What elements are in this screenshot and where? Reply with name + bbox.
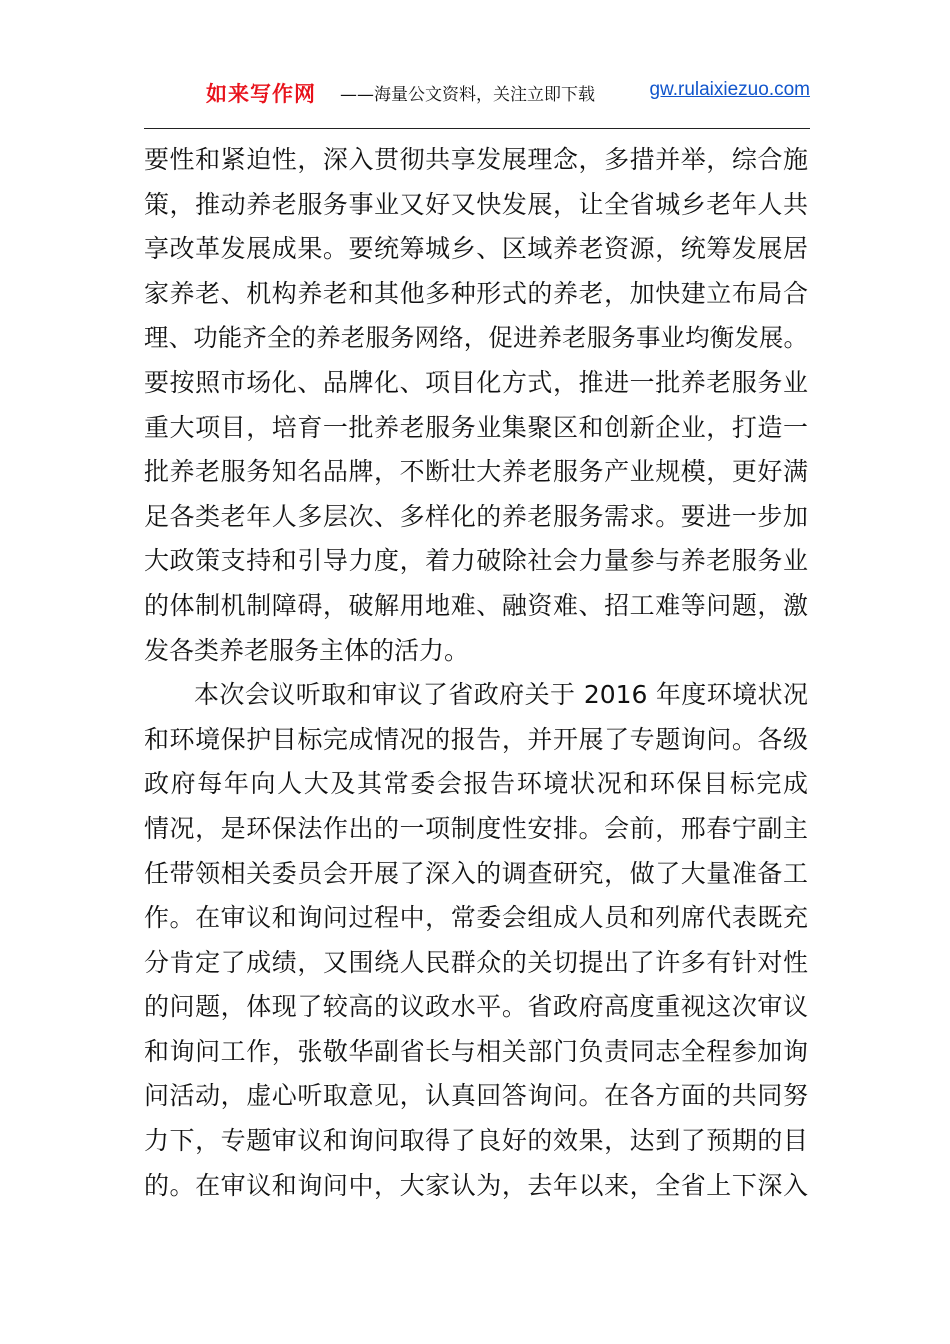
document-body bbox=[144, 138, 808, 1208]
paragraph-end-line: 发各类养老服务主体的活力。 bbox=[144, 635, 470, 665]
website-link[interactable]: gw.rulaixiezuo.com bbox=[649, 79, 810, 100]
text-line: 的。在审议和询问中，大家认为，去年以来，全省上下深入 bbox=[144, 1170, 808, 1200]
text-line: 要按照市场化、品牌化、项目化方式，推进一批养老服务业 bbox=[144, 367, 808, 397]
text-line: 要性和紧迫性，深入贯彻共享发展理念，多措并举，综合施 bbox=[144, 145, 808, 174]
brand-name: 如来写作网 bbox=[206, 82, 316, 106]
text-line: 问活动，虚心听取意见，认真回答询问。在各方面的共同努 bbox=[144, 1081, 808, 1111]
text-line: 重大项目，培育一批养老服务业集聚区和创新企业，打造一 bbox=[144, 412, 808, 442]
text-line: 情况，是环保法作出的一项制度性安排。会前，邢春宁副主 bbox=[144, 813, 808, 843]
text-line: 策，推动养老服务事业又好又快发展，让全省城乡老年人共 bbox=[144, 189, 808, 219]
text-line: 家养老、机构养老和其他多种形式的养老，加快建立布局合 bbox=[144, 278, 808, 308]
paragraph-start-line: 本次会议听取和审议了省政府关于 2016 年度环境状况 bbox=[194, 680, 808, 710]
text-line: 和询问工作，张敬华副省长与相关部门负责同志全程参加询 bbox=[144, 1036, 808, 1066]
header-slogan: ——海量公文资料，关注立即下载 bbox=[340, 85, 595, 105]
text-line: 的问题，体现了较高的议政水平。省政府高度重视这次审议 bbox=[144, 992, 808, 1022]
text-line: 的体制机制障碍，破解用地难、融资难、招工难等问题，激 bbox=[144, 590, 808, 620]
text-line: 和环境保护目标完成情况的报告，并开展了专题询问。各级 bbox=[144, 724, 808, 754]
text-line: 足各类老年人多层次、多样化的养老服务需求。要进一步加 bbox=[144, 501, 808, 531]
text-line: 力下，专题审议和询问取得了良好的效果，达到了预期的目 bbox=[144, 1126, 808, 1156]
header-divider bbox=[144, 128, 810, 129]
text-line: 政府每年向人大及其常委会报告环境状况和环保目标完成 bbox=[144, 769, 808, 799]
text-line: 理、功能齐全的养老服务网络，促进养老服务事业均衡发展。 bbox=[144, 323, 808, 353]
text-line: 分肯定了成绩，又围绕人民群众的关切提出了许多有针对性 bbox=[144, 947, 808, 977]
text-line: 任带领相关委员会开展了深入的调查研究，做了大量准备工 bbox=[144, 858, 808, 888]
text-line: 大政策支持和引导力度，着力破除社会力量参与养老服务业 bbox=[144, 546, 808, 576]
text-line: 作。在审议和询问过程中，常委会组成人员和列席代表既充 bbox=[144, 903, 808, 933]
text-line: 享改革发展成果。要统筹城乡、区域养老资源，统筹发展居 bbox=[144, 234, 808, 264]
page-header bbox=[144, 74, 810, 114]
text-line: 批养老服务知名品牌，不断壮大养老服务产业规模，更好满 bbox=[144, 457, 808, 487]
